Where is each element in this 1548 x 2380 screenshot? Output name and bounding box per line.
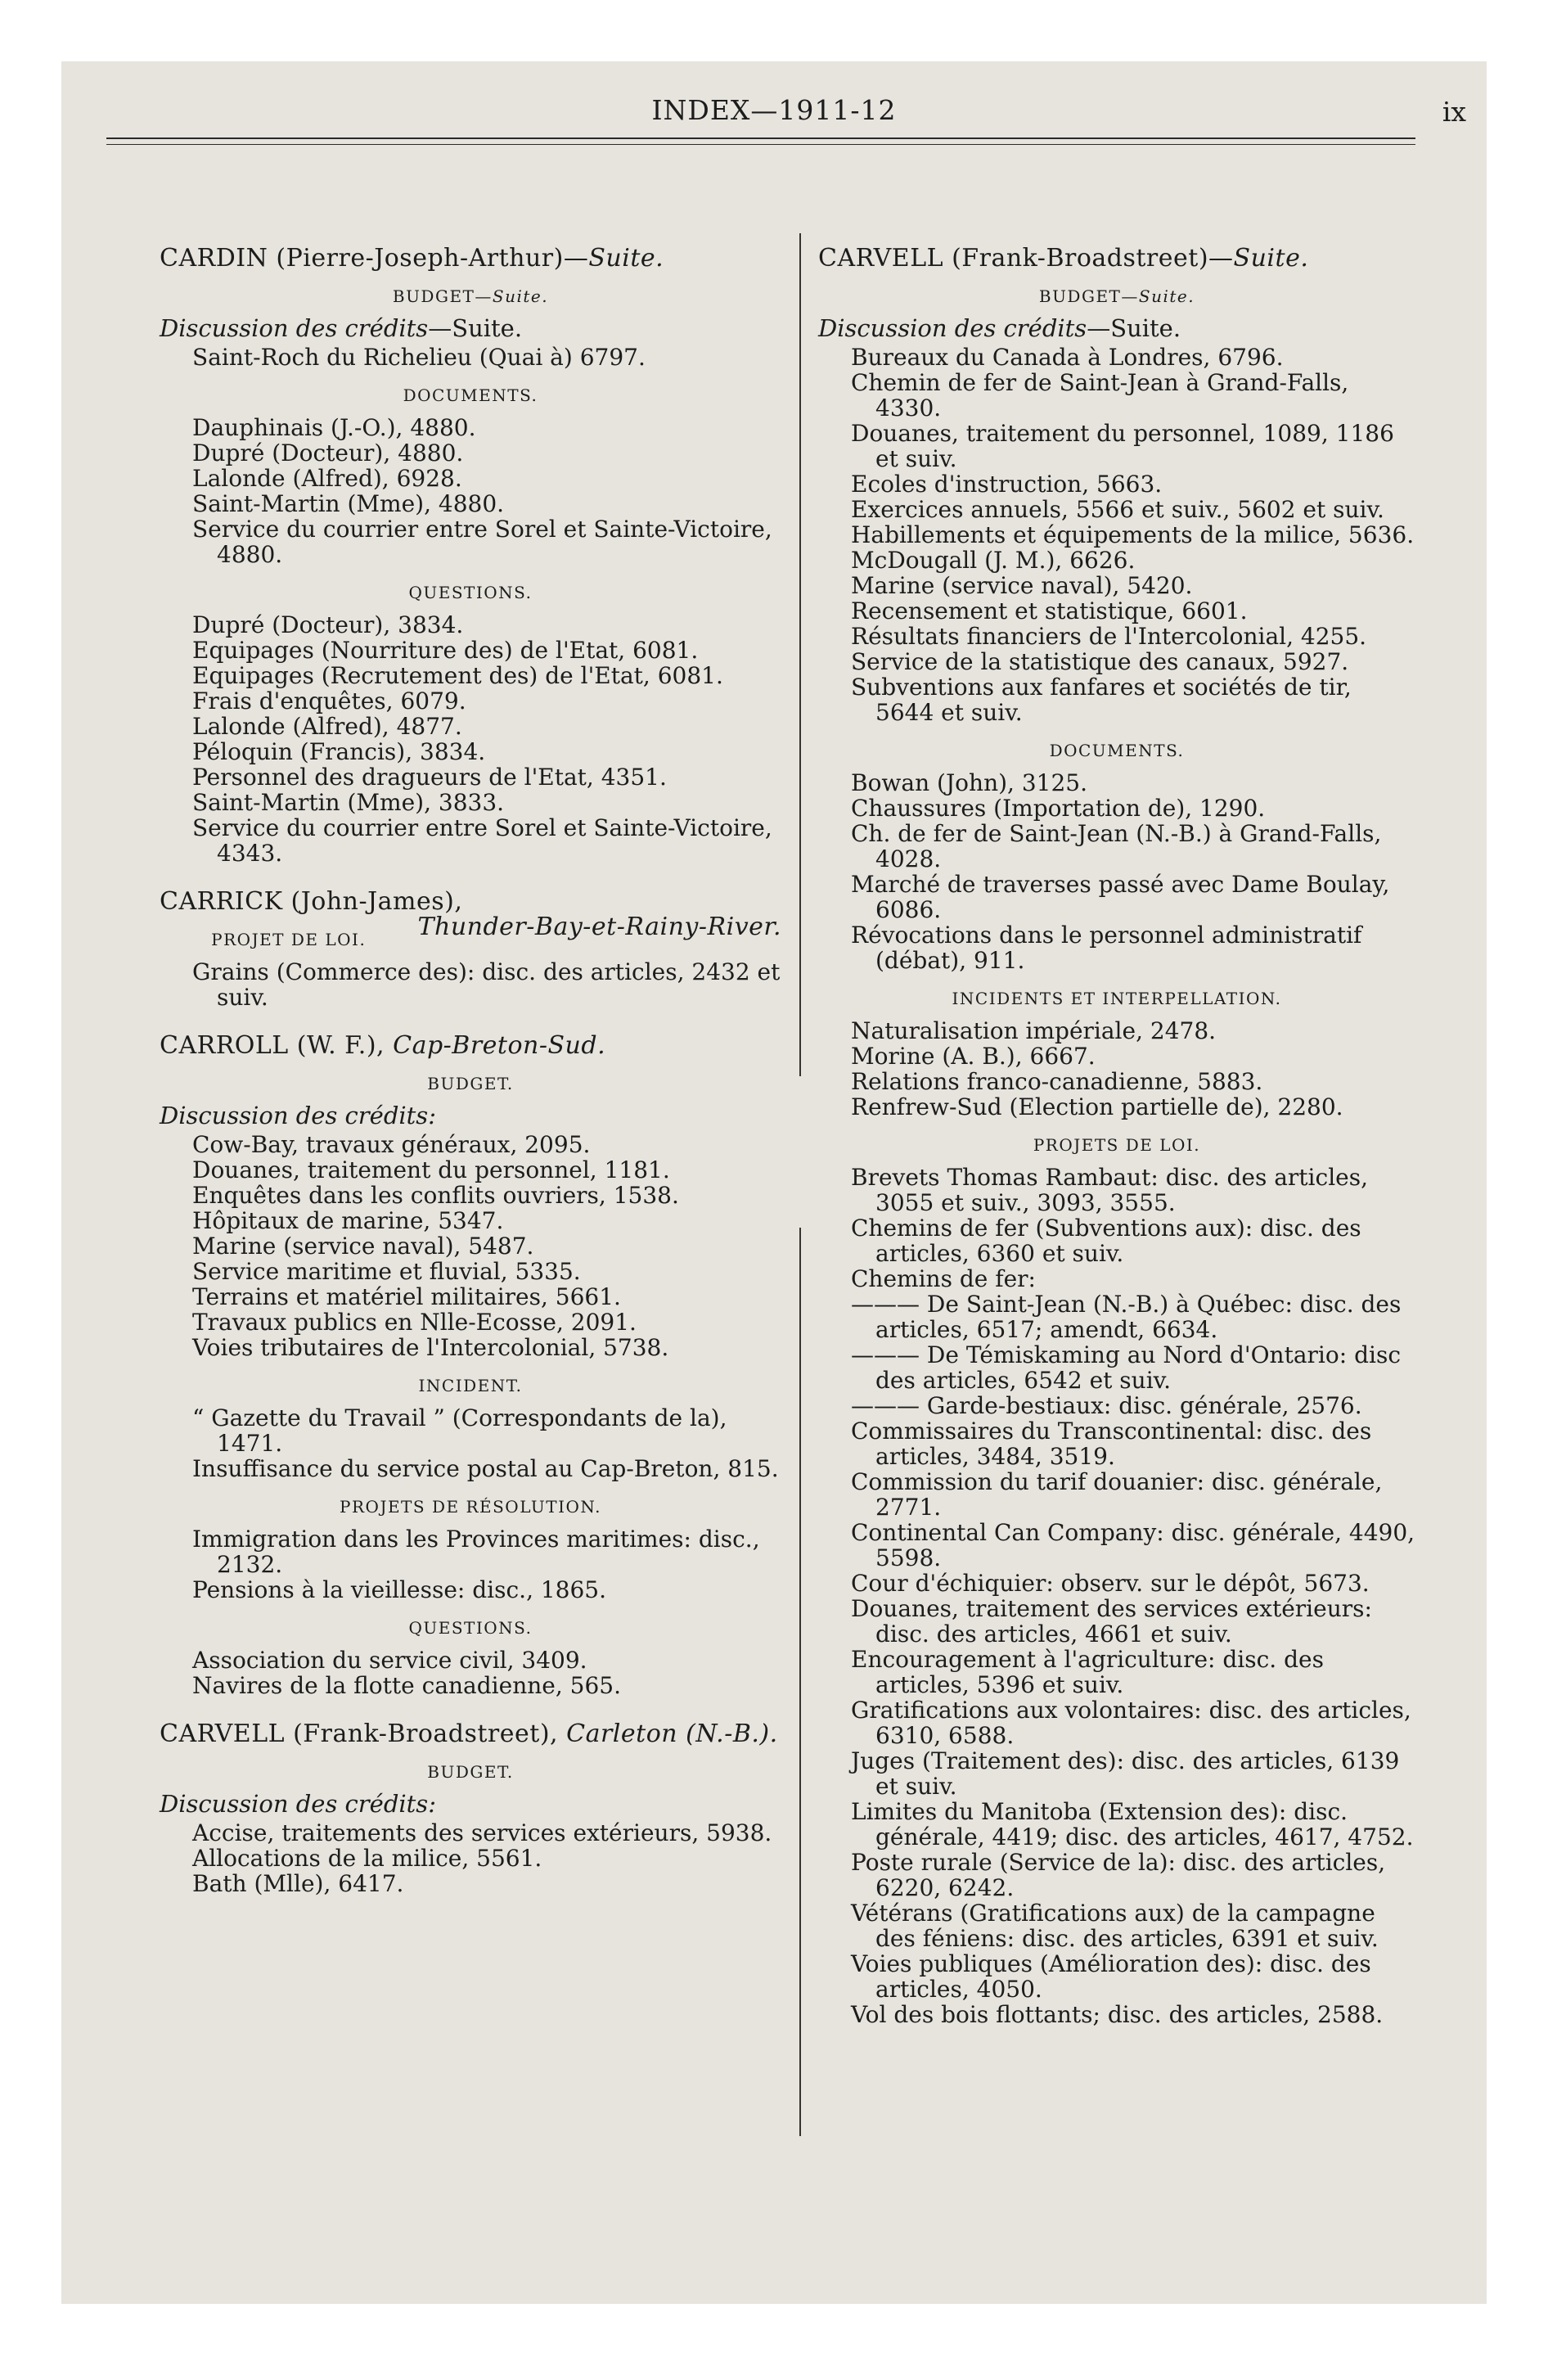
section-projets-loi: PROJETS DE LOI. [1033, 1135, 1201, 1155]
section-questions: QUESTIONS. [408, 1618, 533, 1638]
list-item: Grains (Commerce des): disc. des articles, 2432 et suiv. [192, 958, 781, 1011]
list-item: Accise, traitements des services extérieurs, 5938. [192, 1819, 772, 1846]
list-item: McDougall (J. M.), 6626. [851, 547, 1136, 574]
list-item: Dupré (Docteur), 3834. [192, 611, 464, 638]
list-item: Marché de traverses passé avec Dame Boulay, 6086. [851, 871, 1390, 923]
entry-carrick: CARRICK (John-James), Thunder-Bay-et-Rainy-River. [160, 887, 781, 941]
list-item: Continental Can Company: disc. générale, 4490, 5598. [851, 1519, 1415, 1571]
list-item: Lalonde (Alfred), 6928. [192, 465, 462, 492]
list-item: Cow-Bay, travaux généraux, 2095. [192, 1131, 591, 1158]
page-header [0, 94, 1548, 143]
list-item: Saint-Martin (Mme), 3833. [192, 789, 505, 816]
list-item: Bureaux du Canada à Londres, 6796. [851, 344, 1284, 371]
list-item: Association du service civil, 3409. [192, 1647, 587, 1674]
right-column [818, 246, 1415, 2027]
list-item: Immigration dans les Provinces maritimes: disc., 2132. [192, 1526, 760, 1578]
list-item: Saint-Martin (Mme), 4880. [192, 490, 505, 517]
subheading-discussion: Discussion des crédits: [160, 1102, 436, 1129]
list-item: Voies tributaires de l'Intercolonial, 5738. [192, 1334, 669, 1361]
section-documents: DOCUMENTS. [1049, 741, 1185, 760]
entry-cardin: CARDIN (Pierre-Joseph-Arthur)—Suite. [160, 244, 664, 273]
list-item: Poste rurale (Service de la): disc. des articles, 6220, 6242. [851, 1849, 1386, 1901]
subheading-discussion: Discussion des crédits: [160, 1790, 436, 1818]
column-divider-lower [799, 1228, 801, 2136]
list-item: Frais d'enquêtes, 6079. [192, 687, 466, 714]
list-item: Personnel des dragueurs de l'Etat, 4351. [192, 764, 667, 791]
list-item: Recensement et statistique, 6601. [851, 597, 1248, 624]
list-item: Enquêtes dans les conflits ouvriers, 1538. [192, 1182, 679, 1209]
list-item: Voies publiques (Amélioration des): disc. des articles, 4050. [851, 1950, 1371, 2003]
list-item: Habillements et équipements de la milice, 5636. [851, 521, 1415, 548]
list-item: Naturalisation impériale, 2478. [851, 1017, 1217, 1044]
list-item: Encouragement à l'agriculture: disc. des articles, 5396 et suiv. [851, 1646, 1324, 1698]
list-item: Douanes, traitement des services extérieurs: disc. des articles, 4661 et suiv. [851, 1595, 1372, 1648]
page-number: ix [1442, 96, 1466, 128]
section-incident: INCIDENT. [418, 1376, 523, 1395]
section-budget-suite: BUDGET—Suite. [392, 286, 549, 306]
section-projets-resolution: PROJETS DE RÉSOLUTION. [340, 1497, 601, 1517]
list-subitem: ——— De Saint-Jean (N.-B.) à Québec: disc. des articles, 6517; amendt, 6634. [851, 1291, 1402, 1343]
list-item: Renfrew-Sud (Election partielle de), 2280. [851, 1093, 1343, 1120]
entry-carroll: CARROLL (W. F.), Cap-Breton-Sud. [160, 1031, 606, 1060]
section-budget: BUDGET. [427, 1762, 514, 1782]
list-item: Relations franco-canadienne, 5883. [851, 1068, 1263, 1095]
list-item: Résultats financiers de l'Intercolonial, 4255. [851, 623, 1367, 650]
list-item: Equipages (Recrutement des) de l'Etat, 6081. [192, 662, 723, 689]
list-item: Juges (Traitement des): disc. des articles, 6139 et suiv. [851, 1747, 1400, 1800]
list-item: Morine (A. B.), 6667. [851, 1043, 1096, 1070]
list-item: Bowan (John), 3125. [851, 769, 1087, 796]
list-item: Service de la statistique des canaux, 5927. [851, 648, 1349, 675]
list-item: Chemins de fer: [851, 1265, 1036, 1292]
entry-carvell: CARVELL (Frank-Broadstreet), Carleton (N.-B.). [160, 1720, 778, 1748]
header-rule-thin [106, 144, 1415, 145]
list-item: Service du courrier entre Sorel et Sainte-Victoire, 4880. [192, 516, 772, 568]
list-subitem: ——— Garde-bestiaux: disc. générale, 2576. [851, 1392, 1362, 1419]
list-item: Péloquin (Francis), 3834. [192, 738, 486, 765]
list-item: Equipages (Nourriture des) de l'Etat, 6081. [192, 637, 699, 664]
list-item: Vétérans (Gratifications aux) de la campagne des féniens: disc. des articles, 6391 et suiv. [851, 1900, 1379, 1952]
column-divider [799, 233, 801, 1076]
list-item: Exercices annuels, 5566 et suiv., 5602 et suiv. [851, 496, 1384, 523]
list-item: Travaux publics en Nlle-Ecosse, 2091. [192, 1309, 637, 1336]
list-item: Bath (Mlle), 6417. [192, 1870, 404, 1897]
list-item: Ch. de fer de Saint-Jean (N.-B.) à Grand-Falls, 4028. [851, 820, 1382, 872]
entry-carvell-suite: CARVELL (Frank-Broadstreet)—Suite. [818, 244, 1309, 273]
list-item: Ecoles d'instruction, 5663. [851, 471, 1163, 498]
list-item: Pensions à la vieillesse: disc., 1865. [192, 1576, 607, 1603]
section-projet-loi: PROJET DE LOI. [211, 930, 367, 949]
list-item: Navires de la flotte canadienne, 565. [192, 1672, 621, 1699]
section-budget: BUDGET. [427, 1074, 514, 1093]
subheading-discussion: Discussion des crédits—Suite. [160, 314, 523, 342]
list-subitem: ——— De Témiskaming au Nord d'Ontario: disc des articles, 6542 et suiv. [851, 1341, 1401, 1394]
list-item: Chemin de fer de Saint-Jean à Grand-Falls, 4330. [851, 369, 1349, 421]
list-item: Limites du Manitoba (Extension des): disc. générale, 4419; disc. des articles, 4617, 4752. [851, 1798, 1414, 1850]
list-item: Gratifications aux volontaires: disc. des articles, 6310, 6588. [851, 1697, 1411, 1749]
list-item: Hôpitaux de marine, 5347. [192, 1207, 504, 1234]
subheading-discussion: Discussion des crédits—Suite. [818, 314, 1181, 342]
list-item: Marine (service naval), 5487. [192, 1233, 534, 1260]
section-incidents: INCIDENTS ET INTERPELLATION. [952, 989, 1282, 1008]
list-item: Dauphinais (J.-O.), 4880. [192, 414, 476, 441]
list-item: Allocations de la milice, 5561. [192, 1845, 542, 1872]
list-item: Marine (service naval), 5420. [851, 572, 1193, 599]
list-item: Subventions aux fanfares et sociétés de tir, 5644 et suiv. [851, 674, 1352, 726]
list-item: Insuffisance du service postal au Cap-Breton, 815. [192, 1455, 779, 1482]
list-item: Révocations dans le personnel administratif (débat), 911. [851, 922, 1362, 974]
section-questions: QUESTIONS. [408, 583, 533, 602]
running-title: INDEX—1911-12 [651, 94, 897, 126]
list-item: Chemins de fer (Subventions aux): disc. des articles, 6360 et suiv. [851, 1215, 1361, 1267]
list-item: Vol des bois flottants; disc. des articles, 2588. [851, 2001, 1384, 2028]
list-item: Chaussures (Importation de), 1290. [851, 795, 1266, 822]
section-budget-suite: BUDGET—Suite. [1038, 286, 1195, 306]
list-item: Douanes, traitement du personnel, 1089, 1186 et suiv. [851, 420, 1394, 472]
list-item: Commission du tarif douanier: disc. générale, 2771. [851, 1468, 1383, 1521]
list-item: Saint-Roch du Richelieu (Quai à) 6797. [192, 344, 646, 371]
list-item: Brevets Thomas Rambaut: disc. des articles, 3055 et suiv., 3093, 3555. [851, 1164, 1368, 1216]
left-column [160, 246, 781, 1896]
list-item: Cour d'échiquier: observ. sur le dépôt, 5673. [851, 1570, 1370, 1597]
list-item: “ Gazette du Travail ” (Correspondants de la), 1471. [192, 1404, 727, 1457]
list-item: Douanes, traitement du personnel, 1181. [192, 1156, 670, 1183]
list-item: Terrains et matériel militaires, 5661. [192, 1283, 621, 1310]
list-item: Commissaires du Transcontinental: disc. des articles, 3484, 3519. [851, 1418, 1372, 1470]
list-item: Service du courrier entre Sorel et Sainte-Victoire, 4343. [192, 814, 772, 867]
list-item: Lalonde (Alfred), 4877. [192, 713, 462, 740]
list-item: Dupré (Docteur), 4880. [192, 439, 464, 467]
section-documents: DOCUMENTS. [403, 385, 538, 405]
header-rule [106, 137, 1415, 139]
list-item: Service maritime et fluvial, 5335. [192, 1258, 581, 1285]
